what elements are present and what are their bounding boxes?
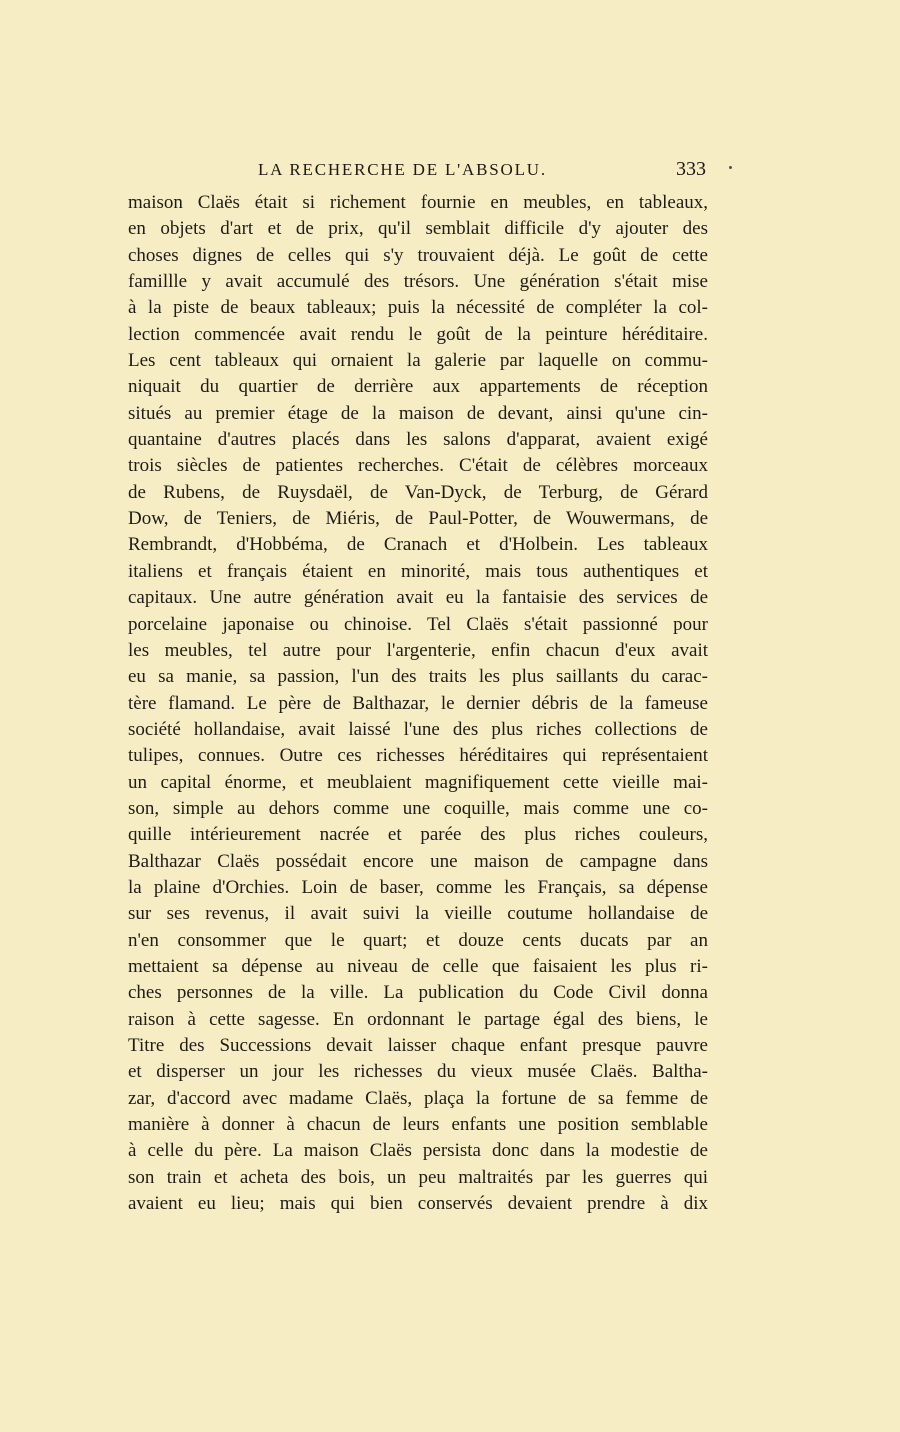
text-line: zar, d'accord avec madame Claës, plaça la fortune de sa femme de [128,1087,708,1109]
text-line: sur ses revenus, il avait suivi la vieille coutume hollandaise de [128,903,708,925]
text-line: de Rubens, de Ruysdaël, de Van-Dyck, de Terburg, de Gérard [128,481,708,503]
text-line: Balthazar Claës possédait encore une maison de campagne dans [128,850,708,872]
text-line: son, simple au dehors comme une coquille, mais comme une co- [128,797,708,819]
text-line: situés au premier étage de la maison de devant, ainsi qu'une cin- [128,402,708,424]
body-text [128,190,708,1217]
page-number: 333 [676,158,706,180]
text-line: les meubles, tel autre pour l'argenterie, enfin chacun d'eux avait [128,639,708,661]
text-line: porcelaine japonaise ou chinoise. Tel Claës s'était passionné pour [128,613,708,635]
text-line: mettaient sa dépense au niveau de celle que faisaient les plus ri- [128,955,708,977]
text-line: n'en consommer que le quart; et douze cents ducats par an [128,929,708,951]
text-line: en objets d'art et de prix, qu'il semblait difficile d'y ajouter des [128,218,708,240]
text-line: manière à donner à chacun de leurs enfants une position semblable [128,1114,708,1136]
text-line: Titre des Successions devait laisser chaque enfant presque pauvre [128,1035,708,1056]
text-line: société hollandaise, avait laissé l'une des plus riches collections de [128,718,708,740]
running-title: LA RECHERCHE DE L'ABSOLU. [258,160,547,179]
running-header [128,158,710,186]
text-line: eu sa manie, sa passion, l'un des traits les plus saillants du carac- [128,666,708,688]
text-line: famillle y avait accumulé des trésors. Une génération s'était mise [128,271,708,293]
text-line: niquait du quartier de derrière aux appartements de réception [128,376,708,398]
text-line: ches personnes de la ville. La publication du Code Civil donna [128,982,708,1004]
text-line: capitaux. Une autre génération avait eu la fantaisie des services de [128,587,708,609]
text-line: Dow, de Teniers, de Miéris, de Paul-Potter, de Wouwermans, de [128,508,708,530]
text-line: à celle du père. La maison Claës persista donc dans la modestie de [128,1140,708,1162]
text-line: choses dignes de celles qui s'y trouvaient déjà. Le goût de cette [128,244,708,266]
text-line: un capital énorme, et meublaient magnifiquement cette vieille mai- [128,771,708,793]
text-line: son train et acheta des bois, un peu maltraités par les guerres qui [128,1166,708,1188]
text-line: raison à cette sagesse. En ordonnant le partage égal des biens, le [128,1008,708,1030]
text-line: tère flamand. Le père de Balthazar, le dernier débris de la fameuse [128,692,708,714]
text-line: lection commencée avait rendu le goût de la peinture héréditaire. [128,323,708,345]
text-line: avaient eu lieu; mais qui bien conservés devaient prendre à dix [128,1193,708,1215]
text-line: tulipes, connues. Outre ces richesses héréditaires qui représentaient [128,745,708,767]
text-line: maison Claës était si richement fournie en meubles, en tableaux, [128,192,708,213]
page-mark [729,166,732,169]
text-line: quantaine d'autres placés dans les salons d'apparat, avaient exigé [128,429,708,451]
text-line: Les cent tableaux qui ornaient la galerie par laquelle on commu- [128,350,708,372]
text-line: trois siècles de patientes recherches. C'était de célèbres morceaux [128,455,708,477]
text-line: Rembrandt, d'Hobbéma, de Cranach et d'Holbein. Les tableaux [128,534,708,556]
text-line: et disperser un jour les richesses du vieux musée Claës. Baltha- [128,1061,708,1083]
text-line: la plaine d'Orchies. Loin de baser, comme les Français, sa dépense [128,876,708,898]
text-line: à la piste de beaux tableaux; puis la nécessité de compléter la col- [128,297,708,319]
text-line: quille intérieurement nacrée et parée des plus riches couleurs, [128,824,708,846]
text-line: italiens et français étaient en minorité, mais tous authentiques et [128,560,708,582]
